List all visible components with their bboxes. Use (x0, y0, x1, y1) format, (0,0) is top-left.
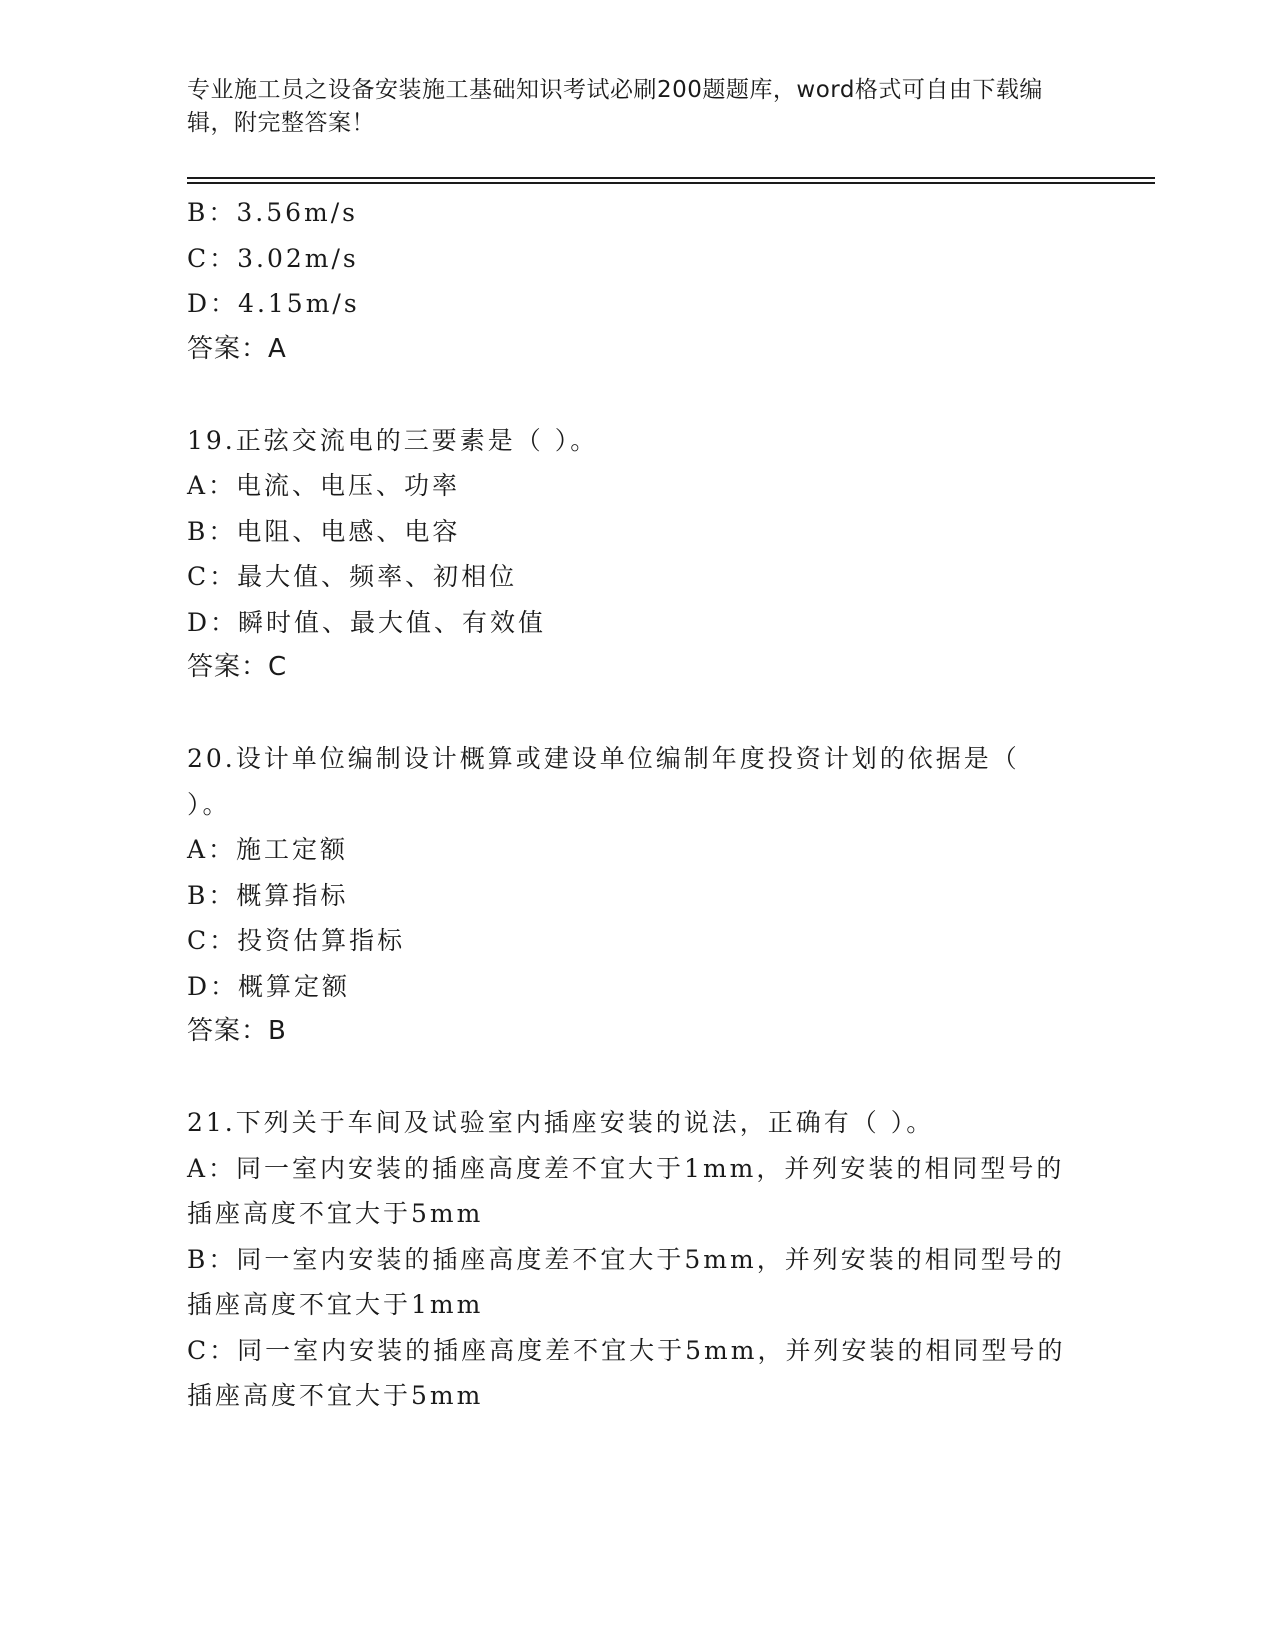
option-d: D：4.15m/s (187, 289, 360, 318)
option-a: A：电流、电压、功率 (187, 471, 461, 500)
answer-line: 答案：A (187, 333, 287, 364)
header-divider-top (187, 177, 1155, 179)
option-c: C：3.02m/s (187, 243, 359, 273)
option-c: C：投资估算指标 (187, 926, 406, 955)
question-list (187, 190, 1107, 1419)
option-b: B：3.56m/s (187, 198, 358, 227)
option-d: D：瞬时值、最大值、有效值 (187, 607, 547, 637)
spacer (187, 372, 1107, 418)
option-b: B：电阻、电感、电容 (187, 516, 461, 546)
option-b: B：同一室内安装的插座高度差不宜大于5mm，并列安装的相同型号的插座高度不宜大于1mm (187, 1244, 1065, 1319)
option-a: A：同一室内安装的插座高度差不宜大于1mm，并列安装的相同型号的插座高度不宜大于5mm (187, 1153, 1065, 1228)
option-d: D：概算定额 (187, 971, 351, 1001)
spacer (187, 1055, 1107, 1101)
spacer (187, 691, 1107, 737)
option-a: A：施工定额 (187, 835, 349, 864)
option-b: B：概算指标 (187, 880, 349, 910)
answer-line: 答案：C (187, 652, 288, 682)
option-c: C：同一室内安装的插座高度差不宜大于5mm，并列安装的相同型号的插座高度不宜大于5mm (187, 1335, 1066, 1410)
question-19 (187, 418, 1107, 691)
question-stem: 20.设计单位编制设计概算或建设单位编制年度投资计划的依据是（ ）。 (187, 744, 1020, 819)
document-title: 专业施工员之设备安装施工基础知识考试必刷200题题库，word格式可自由下载编辑，附完整答案！ (187, 77, 1043, 136)
option-c: C：最大值、频率、初相位 (187, 562, 518, 591)
question-21 (187, 1100, 1107, 1419)
answer-line: 答案：B (187, 1016, 287, 1046)
header-divider-bottom (187, 182, 1155, 184)
question-stem: 21.下列关于车间及试验室内插座安装的说法，正确有（ ）。 (187, 1108, 935, 1137)
question-18-continuation (187, 190, 1107, 372)
question-stem: 19.正弦交流电的三要素是（ ）。 (187, 425, 599, 455)
question-20 (187, 736, 1107, 1055)
